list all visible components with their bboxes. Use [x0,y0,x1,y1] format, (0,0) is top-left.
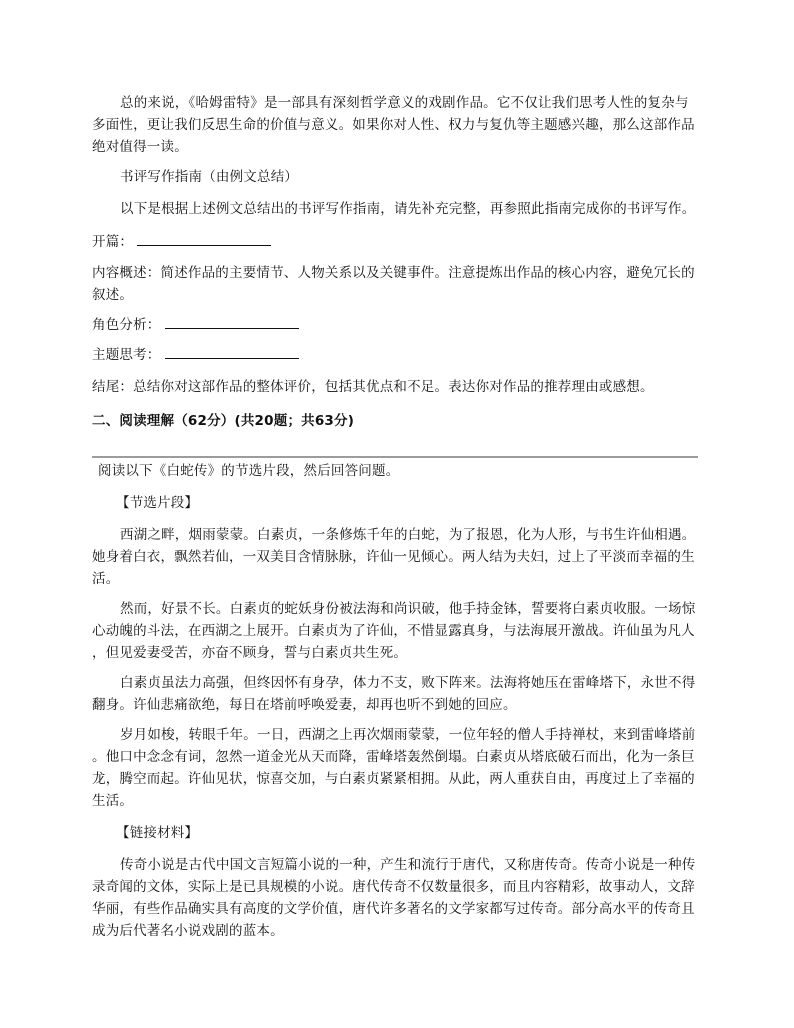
para2-line-1: 然而，好景不长。白素贞的蛇妖身份被法海和尚识破，他手持金钵，誓要将白素贞收服。一场惊 [120,601,696,617]
para4-line-3: 龙，腾空而起。许仙见状，惊喜交加，与白素贞紧紧相拥。从此，两人重获自由，再度过上了幸福的 [92,771,695,787]
intro-line-1: 总的来说，《哈姆雷特》是一部具有深刻哲学意义的戏剧作品。它不仅让我们思考人性的复杂与 [120,95,689,111]
link-line-1: 传奇小说是古代中国文言短篇小说的一种，产生和流行于唐代，又称唐传奇。传奇小说是一种传 [120,857,696,873]
guide-intro: 以下是根据上述例文总结出的书评写作指南，请先补充完整，再参照此指南完成你的书评写作。 [120,201,696,217]
link-line-3: 华丽，有些作品确实具有高度的文学价值，唐代许多著名的文学家都写过传奇。部分高水平的传奇且 [92,901,695,917]
role-blank[interactable] [165,314,299,329]
link-label: 【链接材料】 [116,825,199,841]
para1-line-1: 西湖之畔，烟雨蒙蒙。白素贞，一条修炼千年的白蛇，为了报恩，化为人形，与书生许仙相遇。 [120,527,696,543]
opening-field [92,231,698,253]
section-heading: 二、阅读理解（62分）(共20题；共63分) [92,413,355,429]
intro-line-3: 绝对值得一读。 [92,139,188,155]
theme-field [92,344,698,366]
reading-instruction: 阅读以下《白蛇传》的节选片段，然后回答问题。 [98,463,400,479]
role-field [92,314,698,336]
para3-line-1: 白素贞虽法力高强，但终因怀有身孕，体力不支，败下阵来。法海将她压在雷峰塔下，永世不得 [120,675,696,691]
para4-line-1: 岁月如梭，转眼千年。一日，西湖之上再次烟雨蒙蒙，一位年轻的僧人手持禅杖，来到雷峰塔前 [120,727,696,743]
para3-line-2: 翻身。许仙悲痛欲绝，每日在塔前呼唤爱妻，却再也听不到她的回应。 [92,697,517,713]
content-line-2: 叙述。 [92,287,134,303]
theme-label: 主题思考： [92,347,161,363]
excerpt-label: 【节选片段】 [116,495,199,511]
para2-line-2: 心动魄的斗法，在西湖之上展开。白素贞为了许仙，不惜显露真身，与法海展开激战。许仙虽为凡人 [92,623,695,639]
para2-line-3: ，但见爱妻受苦，亦奋不顾身，誓与白素贞共生死。 [92,645,408,661]
section-divider [92,456,698,458]
intro-line-2: 多面性，更让我们反思生命的价值与意义。如果你对人性、权力与复仇等主题感兴趣，那么这部作品 [92,117,695,133]
link-line-4: 成为后代著名小说戏剧的蓝本。 [92,923,284,939]
content-line-1: 内容概述：简述作品的主要情节、人物关系以及关键事件。注意提炼出作品的核心内容，避免冗长的 [92,265,695,281]
guide-title: 书评写作指南（由例文总结） [120,169,299,185]
para4-line-4: 生活。 [92,793,134,809]
para1-line-2: 她身着白衣，飘然若仙，一双美目含情脉脉，许仙一见倾心。两人结为夫妇，过上了平淡而幸福的生 [92,549,695,565]
link-line-2: 录奇闻的文体，实际上是已具规模的小说。唐代传奇不仅数量很多，而且内容精彩，故事动人，文辞 [92,879,695,895]
role-label: 角色分析： [92,317,161,333]
theme-blank[interactable] [165,344,299,359]
ending-line: 结尾：总结你对这部作品的整体评价，包括其优点和不足。表达你对作品的推荐理由或感想。 [92,379,654,395]
opening-blank[interactable] [137,231,271,246]
para1-line-3: 活。 [92,571,120,587]
para4-line-2: 。他口中念念有词，忽然一道金光从天而降，雷峰塔轰然倒塌。白素贞从塔底破石而出，化为一条巨 [92,749,695,765]
opening-label: 开篇： [92,234,134,250]
